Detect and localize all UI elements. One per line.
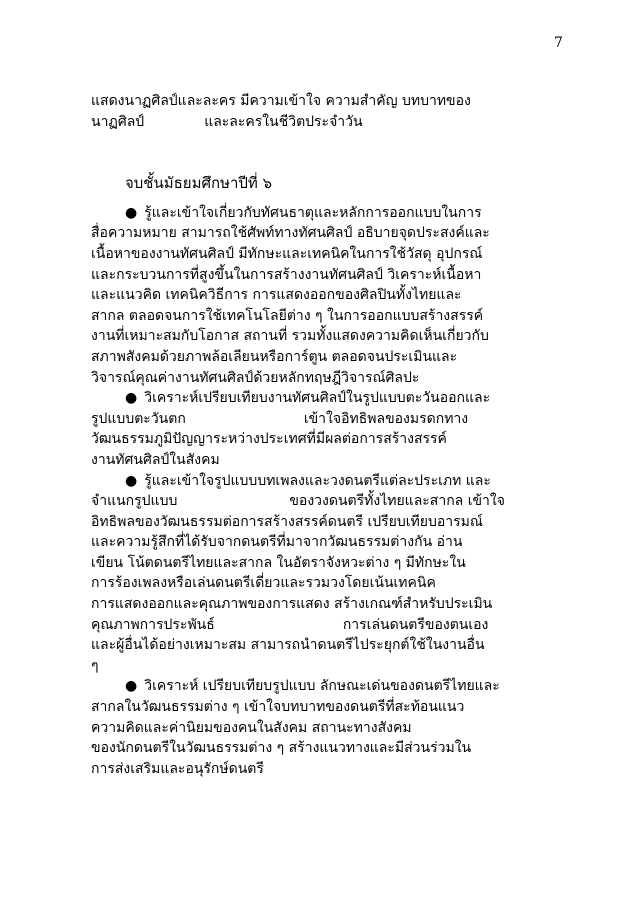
paragraph-text: รูปแบบตะวันตก <box>91 410 186 427</box>
bullet-item-visual-arts <box>91 203 561 224</box>
paragraph-line: ความคิดและค่านิยมของคนในสังคม สถานะทางสังคม <box>91 719 412 736</box>
paragraph-text: จำแนกรูปแบบ <box>91 493 178 510</box>
paragraph-line: สากล ตลอดจนการใช้เทคโนโลยีต่าง ๆ ในการออกแบบสร้างสรรค์ <box>91 307 484 324</box>
paragraph-line <box>91 409 561 430</box>
bullet-text: วิเคราะห์เปรียบเทียบงานทัศนศิลป์ในรูปแบบตะวันออกและ <box>144 390 491 407</box>
paragraph-line: การส่งเสริมและอนุรักษ์ดนตรี <box>91 760 264 777</box>
bullet-icon: ● <box>125 204 138 221</box>
paragraph-line: เขียน โน้ตดนตรีไทยและสากล ในอัตราจังหวะต่าง ๆ มีทักษะใน <box>91 554 466 571</box>
paragraph-line: งานทัศนศิลป์ในสังคม <box>91 451 220 468</box>
paragraph-line: ของนักดนตรีในวัฒนธรรมต่าง ๆ สร้างแนวทางและมีส่วนร่วมใน <box>91 740 472 757</box>
paragraph-line: วิจารณ์คุณค่างานทัศนศิลป์ด้วยหลักทฤษฎีวิจารณ์ศิลปะ <box>91 369 420 386</box>
intro-line <box>91 112 561 133</box>
intro-line: แสดงนาฏศิลป์และละคร มีความเข้าใจ ความสำคัญ บทบาทของ <box>91 93 471 109</box>
bullet-text: รู้และเข้าใจรูปแบบบทเพลงและวงดนตรีแต่ละประเภท และ <box>144 472 491 489</box>
page-number: 7 <box>554 35 563 51</box>
bullet-item-music-forms <box>91 471 561 492</box>
paragraph-text: การเล่นดนตรีของตนเอง <box>342 616 489 633</box>
bullet-icon: ● <box>125 390 138 407</box>
paragraph-line: และแนวคิด เทคนิควิธีการ การแสดงออกของศิลปินทั้งไทยและ <box>91 287 462 304</box>
paragraph-text: ของวงดนตรีทั้งไทยและสากล เข้าใจ <box>289 493 505 510</box>
paragraph-text: เข้าใจอิทธิพลของมรดกทาง <box>303 410 469 427</box>
paragraph-line: การร้องเพลงหรือเล่นดนตรีเดี่ยวและรวมวงโดยเน้นเทคนิค <box>91 575 436 592</box>
bullet-item-music-culture <box>91 676 561 697</box>
paragraph-line: วัฒนธรรมภูมิปัญญาระหว่างประเทศที่มีผลต่อการสร้างสรรค์ <box>91 431 447 448</box>
paragraph-line: สภาพสังคมด้วยภาพล้อเลียนหรือการ์ตูน ตลอดจนประเมินและ <box>91 348 458 365</box>
paragraph-line <box>91 491 561 512</box>
paragraph-line: และผู้อื่นได้อย่างเหมาะสม สามารถนำดนตรีไประยุกต์ใช้ในงานอื่น <box>91 637 485 654</box>
bullet-icon: ● <box>125 678 138 695</box>
paragraph-line: และกระบวนการที่สูงขึ้นในการสร้างงานทัศนศิลป์ วิเคราะห์เนื้อหา <box>91 266 482 283</box>
paragraph-line <box>91 615 561 636</box>
intro-text: นาฏศิลป์ <box>91 113 145 130</box>
bullet-text: รู้และเข้าใจเกี่ยวกับทัศนธาตุและหลักการออกแบบในการ <box>144 204 482 221</box>
paragraph-line: สากลในวัฒนธรรมต่าง ๆ เข้าใจบทบาทของดนตรีที่สะท้อนแนว <box>91 699 465 716</box>
bullet-icon: ● <box>125 472 138 489</box>
paragraph-line: งานที่เหมาะสมกับโอกาส สถานที่ รวมทั้งแสดงความคิดเห็นเกี่ยวกับ <box>91 328 489 345</box>
document-body <box>91 91 561 779</box>
paragraph-line: สื่อความหมาย สามารถใช้ศัพท์ทางทัศนศิลป์ อธิบายจุดประสงค์และ <box>91 225 490 242</box>
paragraph-line: อิทธิพลของวัฒนธรรมต่อการสร้างสรรค์ดนตรี เปรียบเทียบอารมณ์ <box>91 513 483 530</box>
paragraph-text: คุณภาพการประพันธ์ <box>91 616 215 633</box>
paragraph-line: การแสดงออกและคุณภาพของการแสดง สร้างเกณฑ์สำหรับประเมิน <box>91 596 493 613</box>
bullet-item-art-comparison <box>91 388 561 409</box>
paragraph-line: เนื้อหาของงานทัศนศิลป์ มีทักษะและเทคนิคในการใช้วัสดุ อุปกรณ์ <box>91 245 483 262</box>
bullet-text: วิเคราะห์ เปรียบเทียบรูปแบบ ลักษณะเด่นของดนตรีไทยและ <box>144 678 500 695</box>
paragraph-line: และความรู้สึกที่ได้รับจากดนตรีที่มาจากวัฒนธรรมต่างกัน อ่าน <box>91 534 463 551</box>
section-heading: จบชั้นมัธยมศึกษาปีที่ ๖ <box>125 174 273 193</box>
paragraph-line: ๆ <box>91 657 99 674</box>
intro-text: และละครในชีวิตประจำวัน <box>204 113 363 130</box>
